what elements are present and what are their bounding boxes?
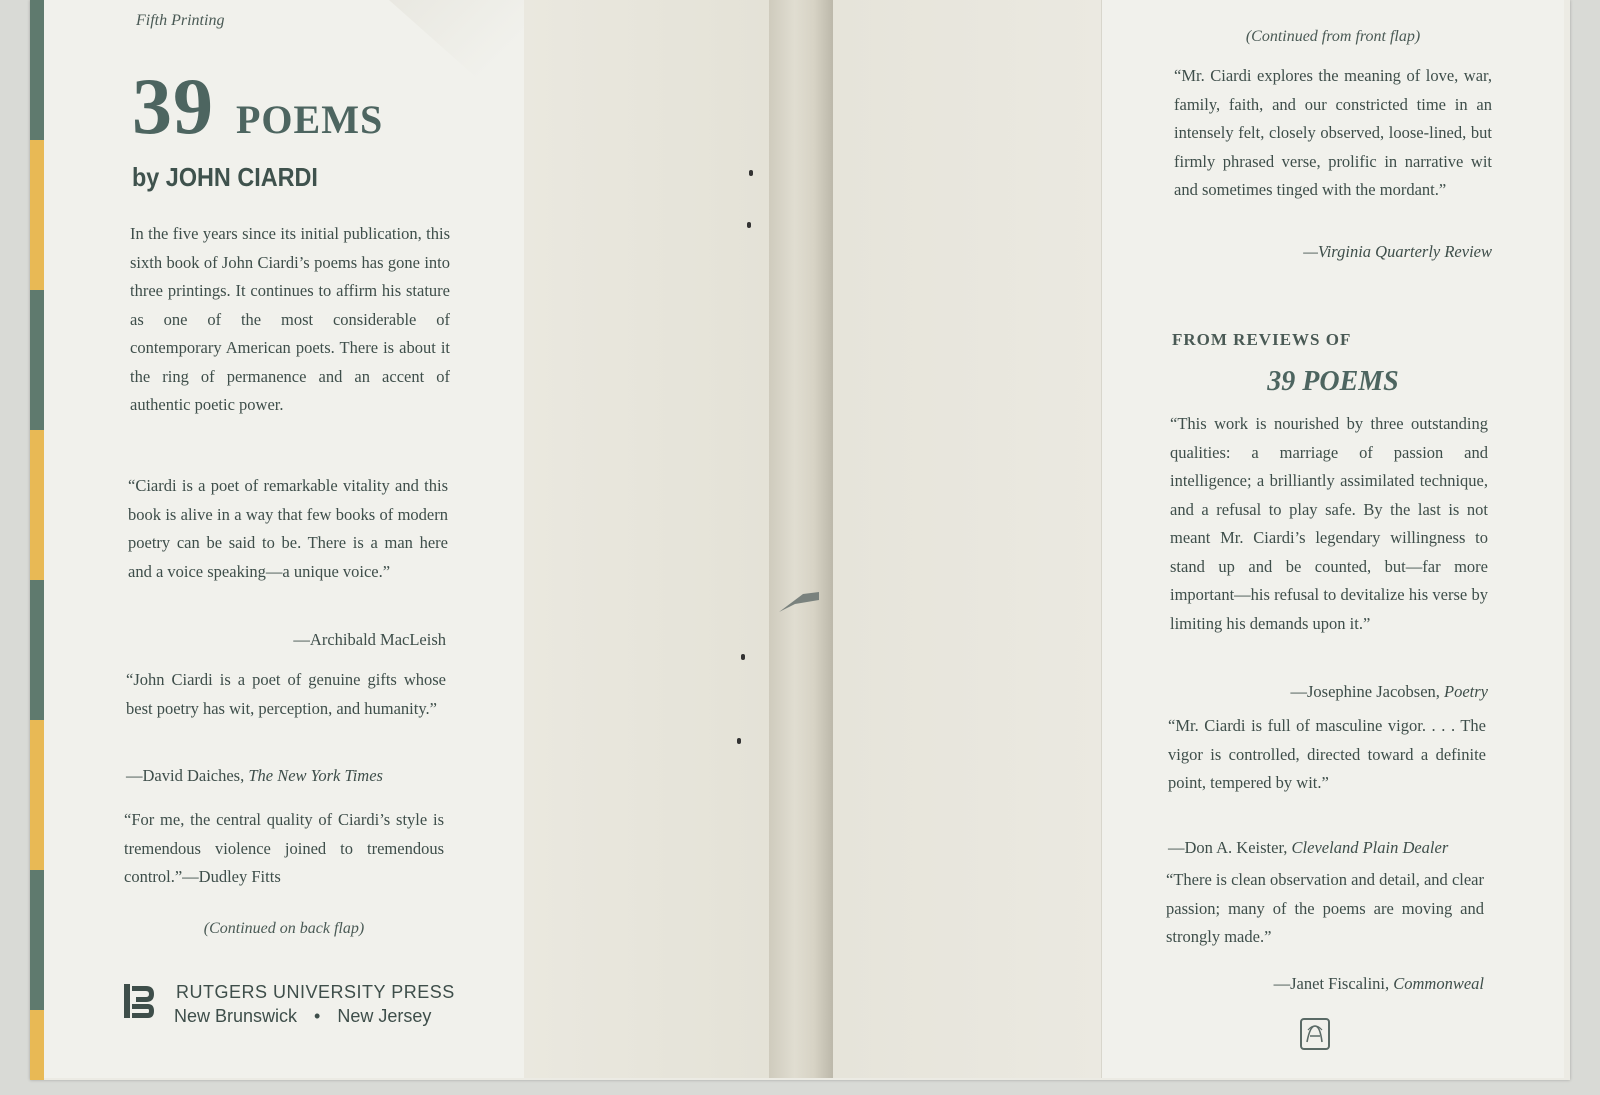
publisher-location: New Brunswick • New Jersey xyxy=(174,1006,432,1026)
quote-macleish: “Ciardi is a poet of remarkable vitality and this book is alive in a way that few books of modern poetry can be said to be. There is a man here and a voice speaking—a unique voice.” xyxy=(128,476,448,581)
continued-on-back: (Continued on back flap) xyxy=(203,920,365,937)
reviews-heading: FROM REVIEWS OF xyxy=(1172,330,1352,349)
inner-endpaper-right xyxy=(833,0,1101,1078)
continued-from-front: (Continued from front flap) xyxy=(1245,28,1421,45)
attribution-daiches-name: —David Daiches, xyxy=(126,766,245,785)
attribution-keister-source: Cleveland Plain Dealer xyxy=(1291,838,1449,857)
quote-jacobsen: “This work is nourished by three outstanding qualities: a marriage of passion and intelligence; a brilliantly assimilated technique, and a refusal to play safe. By the last is not meant Mr. Ciardi’s legendary willingness to stand up and be counted, but—far more important—his refusal to devitalize his verse by limiting his demands upon it.” xyxy=(1170,414,1488,633)
attribution-keister-name: —Don A. Keister, xyxy=(1168,838,1288,857)
attribution-daiches xyxy=(126,766,383,786)
designer-monogram-icon xyxy=(1300,1018,1330,1050)
tear-mark xyxy=(749,170,753,176)
attribution-fiscalini-name: —Janet Fiscalini, xyxy=(1273,974,1390,993)
attribution-fiscalini xyxy=(1166,974,1484,994)
publisher-name: RUTGERS UNIVERSITY PRESS xyxy=(176,982,455,1002)
attribution-jacobsen xyxy=(1170,682,1488,702)
tear-mark xyxy=(747,222,751,228)
tear-mark xyxy=(741,654,745,660)
attribution-keister xyxy=(1168,838,1448,858)
attribution-vqr: —Virginia Quarterly Review xyxy=(1303,242,1492,261)
inner-endpaper-left xyxy=(524,0,769,1078)
quote-keister: “Mr. Ciardi is full of masculine vigor. . . . The vigor is controlled, directed toward a definite point, tempered by wit.” xyxy=(1168,716,1486,792)
quote-fitts: “For me, the central quality of Ciardi’s style is tremendous violence joined to tremendous control.”—Dudley Fitts xyxy=(124,810,444,886)
author-byline: by JOHN CIARDI xyxy=(132,162,318,192)
title-number: 39 xyxy=(132,63,214,151)
attribution-fiscalini-source: Commonweal xyxy=(1393,974,1484,993)
rutgers-logo xyxy=(122,982,158,1020)
spine-gutter xyxy=(769,0,833,1078)
torn-spot xyxy=(779,592,819,612)
publisher-city: New Brunswick xyxy=(174,1006,298,1026)
book-title xyxy=(132,62,383,153)
title-word: POEMS xyxy=(236,97,384,142)
quote-vqr: “Mr. Ciardi explores the meaning of love, war, family, faith, and our constricted time in an intensely felt, closely observed, loose-lined, but firmly phrased verse, prolific in narrative wit and sometimes tinged with the mordant.” xyxy=(1174,66,1492,199)
cover-edge-stripe xyxy=(30,0,44,1080)
tear-mark xyxy=(737,738,741,744)
attribution-macleish: —Archibald MacLeish xyxy=(293,630,446,649)
quote-daiches: “John Ciardi is a poet of genuine gifts whose best poetry has wit, perception, and humanity.” xyxy=(126,670,446,718)
reviews-title: 39 POEMS xyxy=(1267,366,1399,397)
publisher-state: New Jersey xyxy=(337,1006,432,1026)
attribution-jacobsen-name: —Josephine Jacobsen, xyxy=(1290,682,1440,701)
front-flap xyxy=(44,0,524,1078)
quote-fiscalini: “There is clean observation and detail, and clear passion; many of the poems are moving and strongly made.” xyxy=(1166,870,1484,946)
back-flap xyxy=(1101,0,1564,1078)
attribution-daiches-source: The New York Times xyxy=(248,766,383,785)
attribution-jacobsen-source: Poetry xyxy=(1444,682,1488,701)
printing-note: Fifth Printing xyxy=(136,12,225,29)
blurb: In the five years since its initial publication, this sixth book of John Ciardi’s poems has gone into three printings. It continues to affirm his stature as one of the most considerable of contemporary American poets. There is about it the ring of permanence and an accent of authentic poetic power. xyxy=(130,224,450,414)
